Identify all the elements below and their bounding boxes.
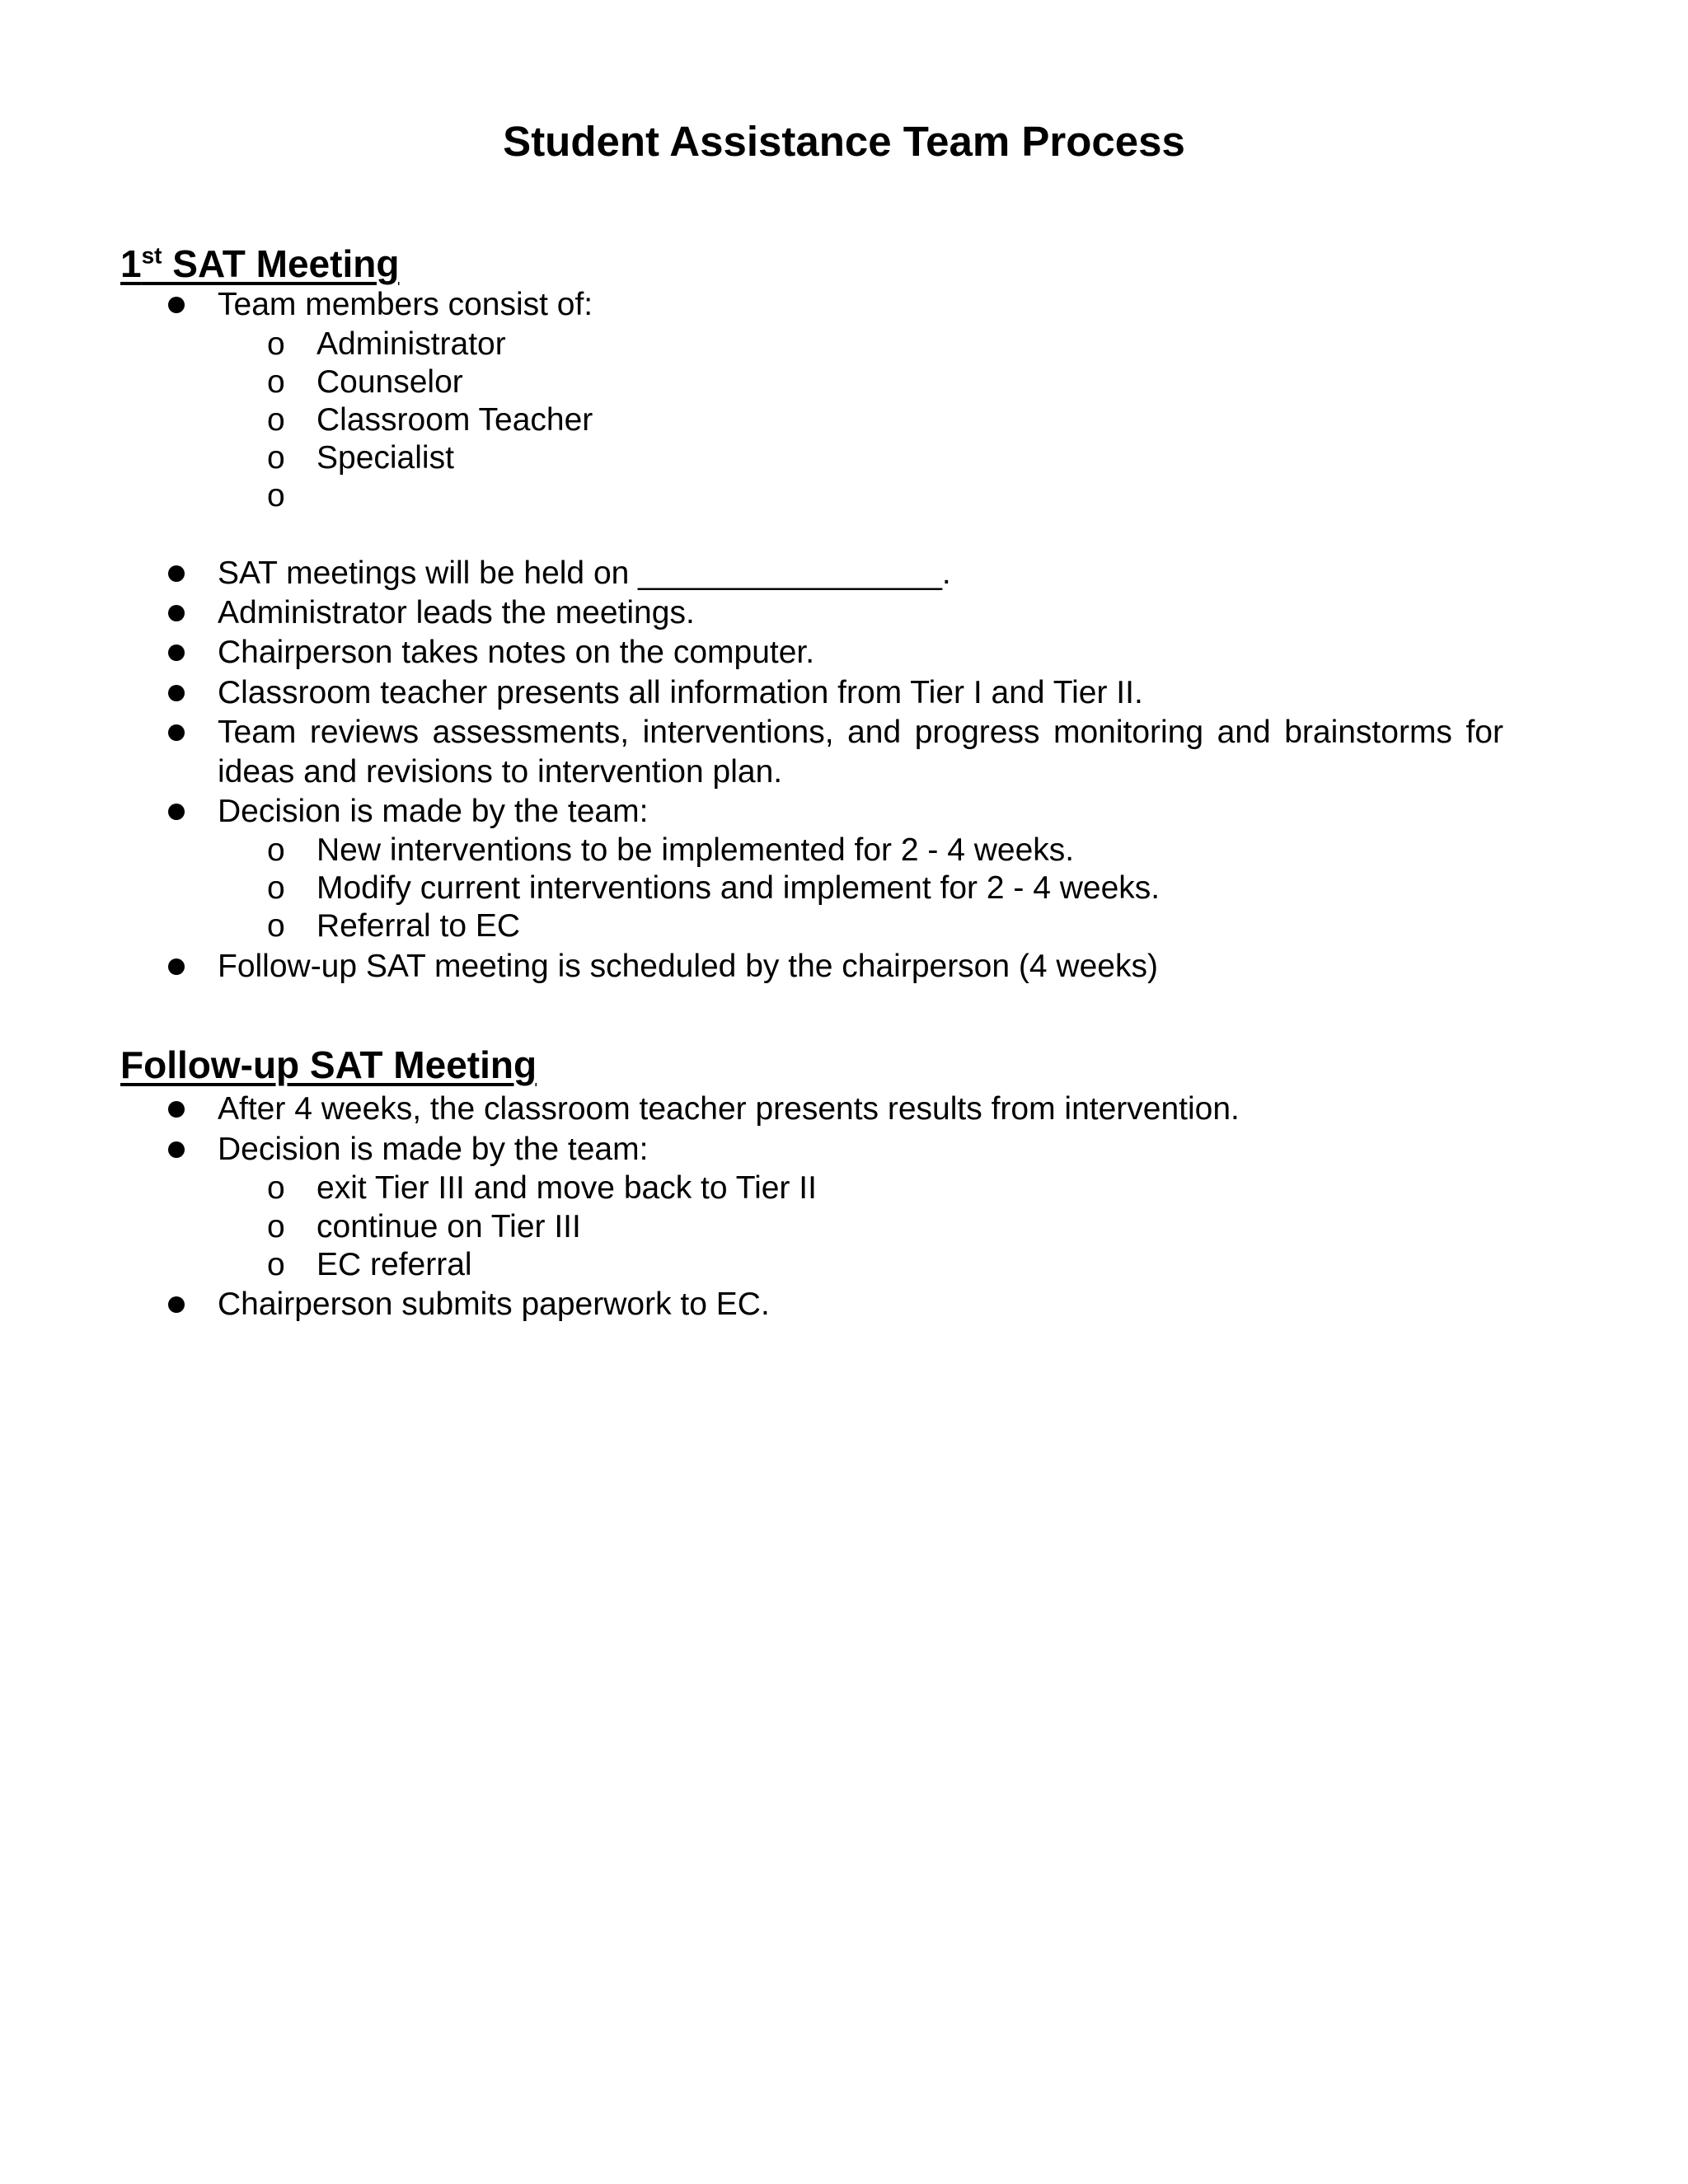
list-item-text: Team members consist of: — [218, 287, 593, 322]
circle-bullet-icon: o — [267, 1247, 285, 1282]
list-item-text: Decision is made by the team: — [218, 794, 649, 829]
circle-bullet-icon: o — [267, 908, 285, 944]
team-member-specialist: Specialist — [316, 440, 454, 476]
team-member-administrator: Administrator — [316, 326, 506, 362]
bullet-icon — [168, 1141, 185, 1158]
list-item-text: Administrator leads the meetings. — [218, 595, 695, 630]
list-item-text: Classroom teacher presents all information from Tier I and Tier II. — [218, 675, 1143, 710]
bullet-icon — [168, 644, 185, 661]
list-item-text: Chairperson submits paperwork to EC. — [218, 1286, 770, 1322]
list-item-text: Chairperson takes notes on the computer. — [218, 635, 815, 670]
section-heading-first-sat-meeting — [120, 241, 399, 287]
bullet-icon — [168, 605, 185, 621]
circle-bullet-icon: o — [267, 832, 285, 868]
section-heading-follow-up-sat-meeting: Follow-up SAT Meeting — [120, 1043, 537, 1086]
team-member-classroom-teacher: Classroom Teacher — [316, 402, 593, 438]
document-title: Student Assistance Team Process — [503, 118, 1185, 165]
list-item-text: After 4 weeks, the classroom teacher presents results from intervention. — [218, 1091, 1240, 1127]
bullet-icon — [168, 1101, 185, 1118]
bullet-icon — [168, 804, 185, 820]
decision-option-text: EC referral — [316, 1247, 472, 1282]
bullet-icon — [168, 685, 185, 701]
decision-option-text: Referral to EC — [316, 908, 521, 944]
list-item-text: Decision is made by the team: — [218, 1132, 649, 1167]
bullet-icon — [168, 724, 185, 741]
decision-option-text: continue on Tier III — [316, 1209, 581, 1244]
bullet-icon — [168, 565, 185, 582]
circle-bullet-icon: o — [267, 402, 285, 438]
circle-bullet-icon: o — [267, 1170, 285, 1206]
circle-bullet-icon: o — [267, 478, 285, 513]
circle-bullet-icon: o — [267, 326, 285, 362]
list-item-text: SAT meetings will be held on _________________. — [218, 555, 951, 591]
circle-bullet-icon: o — [267, 440, 285, 476]
team-member-counselor: Counselor — [316, 364, 463, 400]
list-item-text: Follow-up SAT meeting is scheduled by the chairperson (4 weeks) — [218, 949, 1158, 984]
circle-bullet-icon: o — [267, 870, 285, 906]
bullet-icon — [168, 297, 185, 313]
heading-number: 1 — [120, 242, 142, 285]
bullet-icon — [168, 1296, 185, 1313]
circle-bullet-icon: o — [267, 364, 285, 400]
list-item-text: Team reviews assessments, interventions, and progress monitoring and brainstorms for ideas and revisions to intervention plan. — [218, 715, 1503, 790]
heading-text: SAT Meeting — [162, 242, 400, 285]
circle-bullet-icon: o — [267, 1209, 285, 1244]
decision-option-text: exit Tier III and move back to Tier II — [316, 1170, 817, 1206]
decision-option-text: Modify current interventions and implement for 2 - 4 weeks. — [316, 870, 1160, 906]
bullet-icon — [168, 958, 185, 975]
heading-superscript: st — [141, 242, 162, 269]
decision-option-text: New interventions to be implemented for 2 - 4 weeks. — [316, 832, 1075, 868]
